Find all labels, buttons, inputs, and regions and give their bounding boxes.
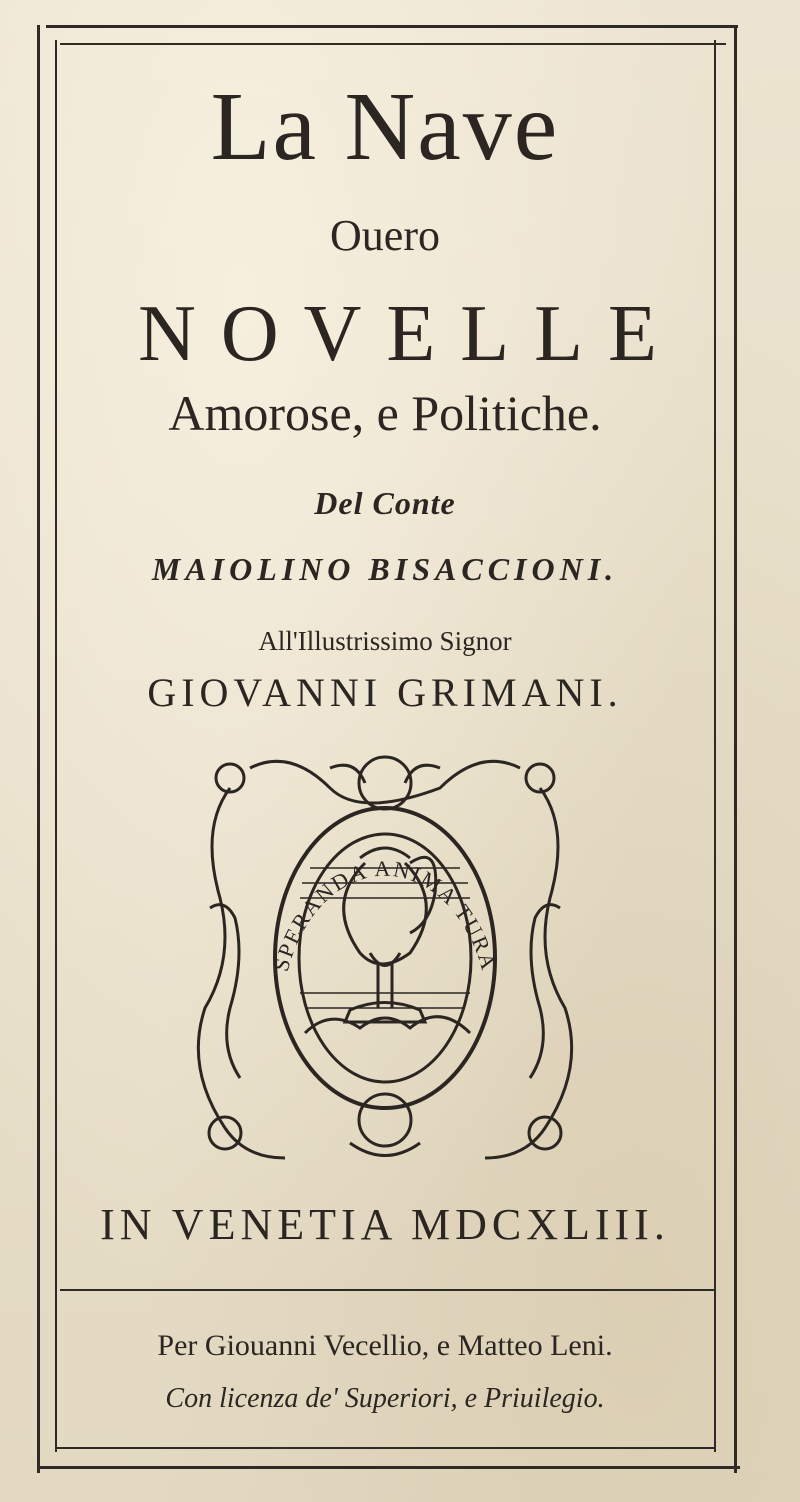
border-bottom-inner <box>55 1447 716 1449</box>
border-bottom-outer <box>40 1466 740 1469</box>
book-subtitle: NOVELLE <box>138 290 682 378</box>
printers-line: Per Giouanni Vecellio, e Matteo Leni. <box>157 1329 613 1362</box>
book-title: La Nave <box>210 73 560 181</box>
imprint-place-date: IN VENETIA MDCXLIII. <box>100 1200 670 1249</box>
author-name: MAIOLINO BISACCIONI. <box>151 551 619 587</box>
border-right-outer <box>734 25 737 1473</box>
device-motto: SPERANDA ANIMA TURA <box>268 855 502 974</box>
printers-device-woodcut <box>190 748 580 1168</box>
subtitle-detail: Amorose, e Politiche. <box>168 385 602 441</box>
license-line: Con licenza de' Superiori, e Priuilegio. <box>165 1383 605 1414</box>
imprint-divider <box>60 1289 715 1291</box>
dedication-line: All'Illustrissimo Signor <box>258 626 512 656</box>
border-top-inner <box>60 43 726 45</box>
border-left-inner <box>55 40 57 1452</box>
border-top-outer <box>46 25 738 28</box>
dedicatee-name: GIOVANNI GRIMANI. <box>147 670 623 715</box>
title-connector: Ouero <box>330 211 440 260</box>
border-right-inner <box>714 40 716 1452</box>
author-prefix: Del Conte <box>314 485 456 521</box>
border-left-outer <box>37 25 40 1473</box>
svg-text:SPERANDA ANIMA TURA <box>268 856 502 974</box>
